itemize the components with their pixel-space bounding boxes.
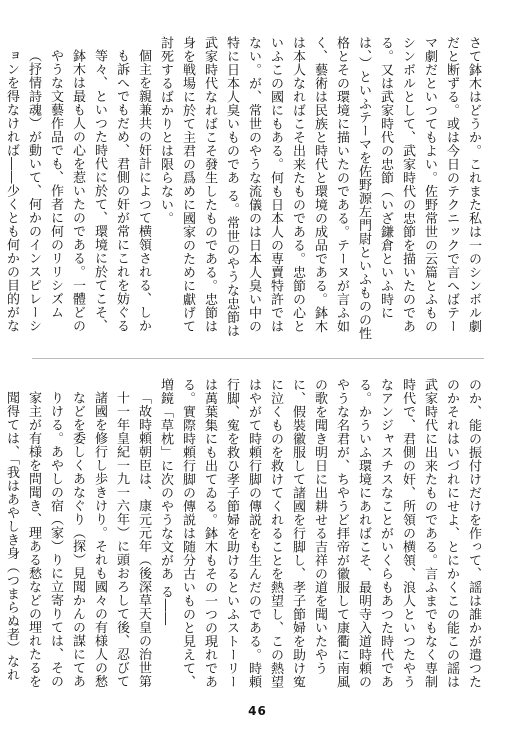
lower-text-block [4,378,484,693]
lower-paragraph-1: のか、能の振付けだけを作って、謡は誰かが遣つたのかそれはいづれにせよ、とにかくこの能この謡は武家時代に出来たものである。言ふまでもなく専制時代で、君側の奸、所領の横領、浪人といつたやうなアンジャスチスなことがいくらもあつた時代である。かういふ環境にあればこそ、最明寺入道時頼のやうな名君が、ちやうど拝帝が徽服して康衢に南風の歌を聞き明日に出耕せる吉祥の道を聞いたやうに、假裝徽服して諸國を行脚し、孝子節婦を助け寃に泣くものを救けてくれることを熱望し、この熱望はやがて時頼行脚の傳説をも生んだのである。時頼行脚、寃を救ひ孝子節婦を助けるといふストーリーは萬葉集にも出てゐる。鉢木もその一つの現れである。實際時頼行脚の傳説は随分古いものと見えて、増鏡「草枕」に次のやうな文があ る―― [158,378,481,689]
page-number: 46 [248,704,267,718]
upper-paragraph-2: 個主を親兼共の奸計によつて横領される、しかも訴へでもだめ、君側の奸が常にこれを妨ぐる等々、といつた時代に於て、環境に於てこそ、鉢木は最も人の心を惹いたのである。一體どのやうな文藝作品でも、作者に何のリリシズム（抒情詩魂）が動いて、何かのインスピレーションを得なければ――少くとも何かの目的がな [4,49,151,333]
upper-text-block [4,36,484,342]
upper-paragraph-1: さて鉢木はどうか。これまた私は一のシンボル劇だと断ずる。或は今日のテクニックで言へばテーマ劇だといつてもよい。佐野常世の云篇とふものシンボルとして、武家時代の忠節を描いたのである。又は武家時代の忠節（いざ鎌倉といふ時には、）といふテーマを佐野源左門尉といふものの性格とその環境に描いたのである。テーヌが言ふ如く、藝術は民族と時代と環境の成品である。鉢木は本人なればこそ出来たものである。忠節の心といふこの國にもある。何も日本人の専賣特許ではない。が、常世のやうな流儀のは日本人臭い中の特に日本人臭いものであ る。常世のやうな忠節は武家時代なればこそ發生したものである。忠節は身を戦場に於て主君の爲めに國家のために獻げて討死するばかりとは限らない。 [158,36,481,340]
lower-quotation: 「故時頼朝臣は、康元元年（後深草天皇の治世第十一年皇紀一九一六年）に頭おろして後、忍びて諸國を修行し歩きけり。それも國々の有様人の愁などを委しくあなぐり（探）見聞かんの謀にてありける。あやしの宿（家）りに立寄りては、その家主が有様を問聞き、理ある愁などの埋れたるを聞得ては、「我はあやしき身（つまらぬ者）なれ [4,391,151,688]
section-divider [32,358,484,359]
